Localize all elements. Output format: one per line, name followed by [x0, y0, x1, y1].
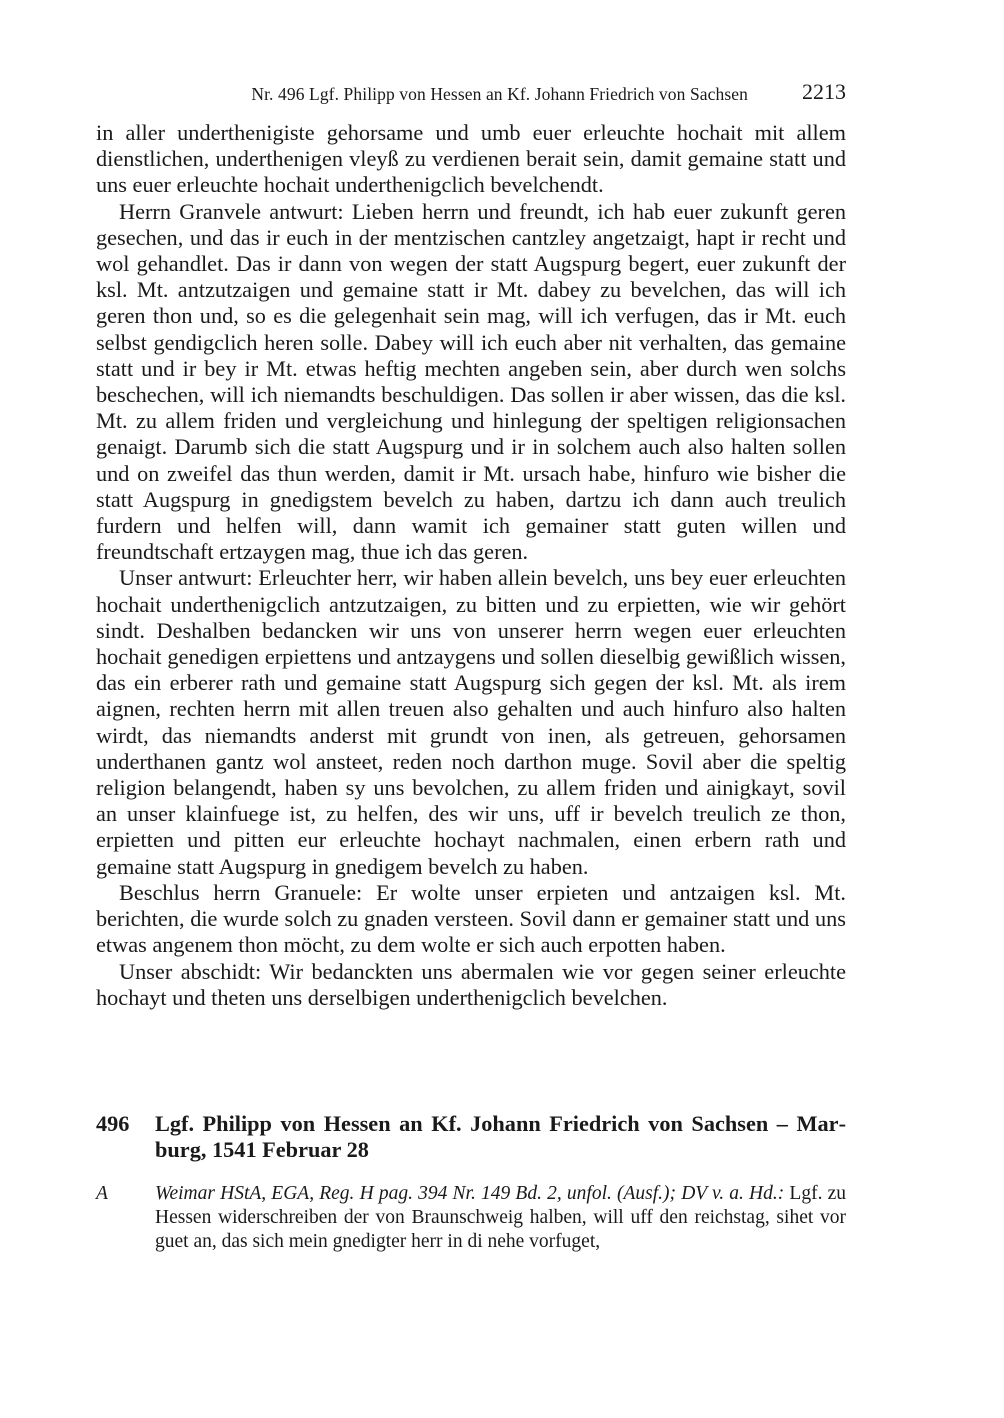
paragraph-continuation: in aller underthenigiste gehorsame und umb euer erleuchte hochait mit allem dienstlichen, underthenigen vleyß zu verdienen berait sein, damit gemaine statt und uns euer erleuchte hochait underthenigclich bevelchendt.: [96, 120, 846, 198]
page-number: 2213: [802, 79, 846, 104]
paragraph-our-farewell: Unser abschidt: Wir bedanckten uns abermalen wie vor gegen seiner erleuchte hochayt und theten uns derselbigen underthenigclich bevelchen.: [96, 958, 846, 1010]
source-reference: Weimar HStA, EGA, Reg. H pag. 394 Nr. 149 Bd. 2, unfol. (Ausf.); DV v. a. Hd.:: [155, 1183, 785, 1204]
body-text: [96, 120, 846, 1011]
running-head-title: Nr. 496 Lgf. Philipp von Hessen an Kf. Johann Friedrich von Sachsen: [251, 84, 748, 104]
running-head: [96, 78, 846, 108]
source-siglum: A: [96, 1183, 108, 1204]
document-heading: [96, 1111, 846, 1163]
document-title: Lgf. Philipp von Hessen an Kf. Johann Friedrich von Sachsen – Marburg, 1541 Februar 28: [155, 1111, 846, 1163]
paragraph-our-answer: Unser antwurt: Erleuchter herr, wir haben allein bevelch, uns bey euer erleuchten hochait underthenigclich antzutzaigen, zu bitten und zu erpietten, wie wir gehört sindt. Deshalben bedancken wir uns von unserer herrn wegen euer erleuchten hochait genedigen erpiettens und antzaygens und sollen dieselbig gewißlich wissen, das ein erberer rath und gemaine statt Augspurg sich gegen der ksl. Mt. als irem aignen, rechten herrn mit allen treuen also gehalten und auch hinfuro also halten wirdt, das niemandts anderst mit grundt von inen, als getreuen, gehorsamen underthanen gantz wol ansteet, reden noch darthon muge. Sovil aber die speltig religion belangendt, haben sy uns bevolchen, zu allem friden und ainigkayt, sovil an unser klainfuege ist, zu helfen, des wir uns, uff ir bevelch treulich ze thon, erpietten und pitten eur erleuchte hochayt nachmalen, einen erbern rath und gemaine statt Augspurg in gnedigem bevelch zu haben.: [96, 565, 846, 879]
paragraph-granvele-answer: Herrn Granvele antwurt: Lieben herrn und freundt, ich hab euer zukunft geren gesechen, und das ir euch in der mentzischen cantzley angetzaigt, hapt ir recht und wol gehandlet. Das ir dann von wegen der statt Augspurg begert, euer zukunft der ksl. Mt. antzutzaigen und gemaine statt ir Mt. dabey zu bevelchen, das will ich geren thon und, so es die gelegenhait sein mag, will ich verfugen, das ir Mt. euch selbst gendigclich heren solle. Dabey will ich euch aber nit verhalten, das gemaine statt und ir bey ir Mt. etwas heftig mechten angeben sein, aber durch wen solchs beschechen, will ich niemandts beschuldigen. Das sollen ir aber wissen, das die ksl. Mt. zu allem friden und vergleichung und hinlegung der speltigen religionsachen genaigt. Darumb sich die statt Augspurg und ir in solchem auch also halten sollen und on zweifel das thun werden, damit ir Mt. ursach habe, hinfuro wie bisher die statt Augspurg in gnedigstem bevelch zu haben, dartzu ich dann auch treulich furdern und helfen will, dann wamit ich gemainer statt guten willen und freundtschaft ertzaygen mag, thue ich das geren.: [96, 198, 846, 565]
document-number: 496: [96, 1111, 130, 1136]
paragraph-granuele-conclusion: Beschlus herrn Granuele: Er wolte unser erpieten und antzaigen ksl. Mt. berichten, die wurde solch zu gnaden versteen. Sovil dann er gemainer statt und uns etwas angenem thon möcht, zu dem wolte er sich auch erpotten haben.: [96, 879, 846, 958]
source-note: [96, 1182, 846, 1255]
source-note-text: [155, 1182, 846, 1255]
source-summary: Lgf. zu Hessen widerschreiben der von Braunschweig halben, will uff den reichstag, sihet vor guet an, das sich mein gnedigter herr in di nehe vorfuget,: [155, 1183, 847, 1253]
